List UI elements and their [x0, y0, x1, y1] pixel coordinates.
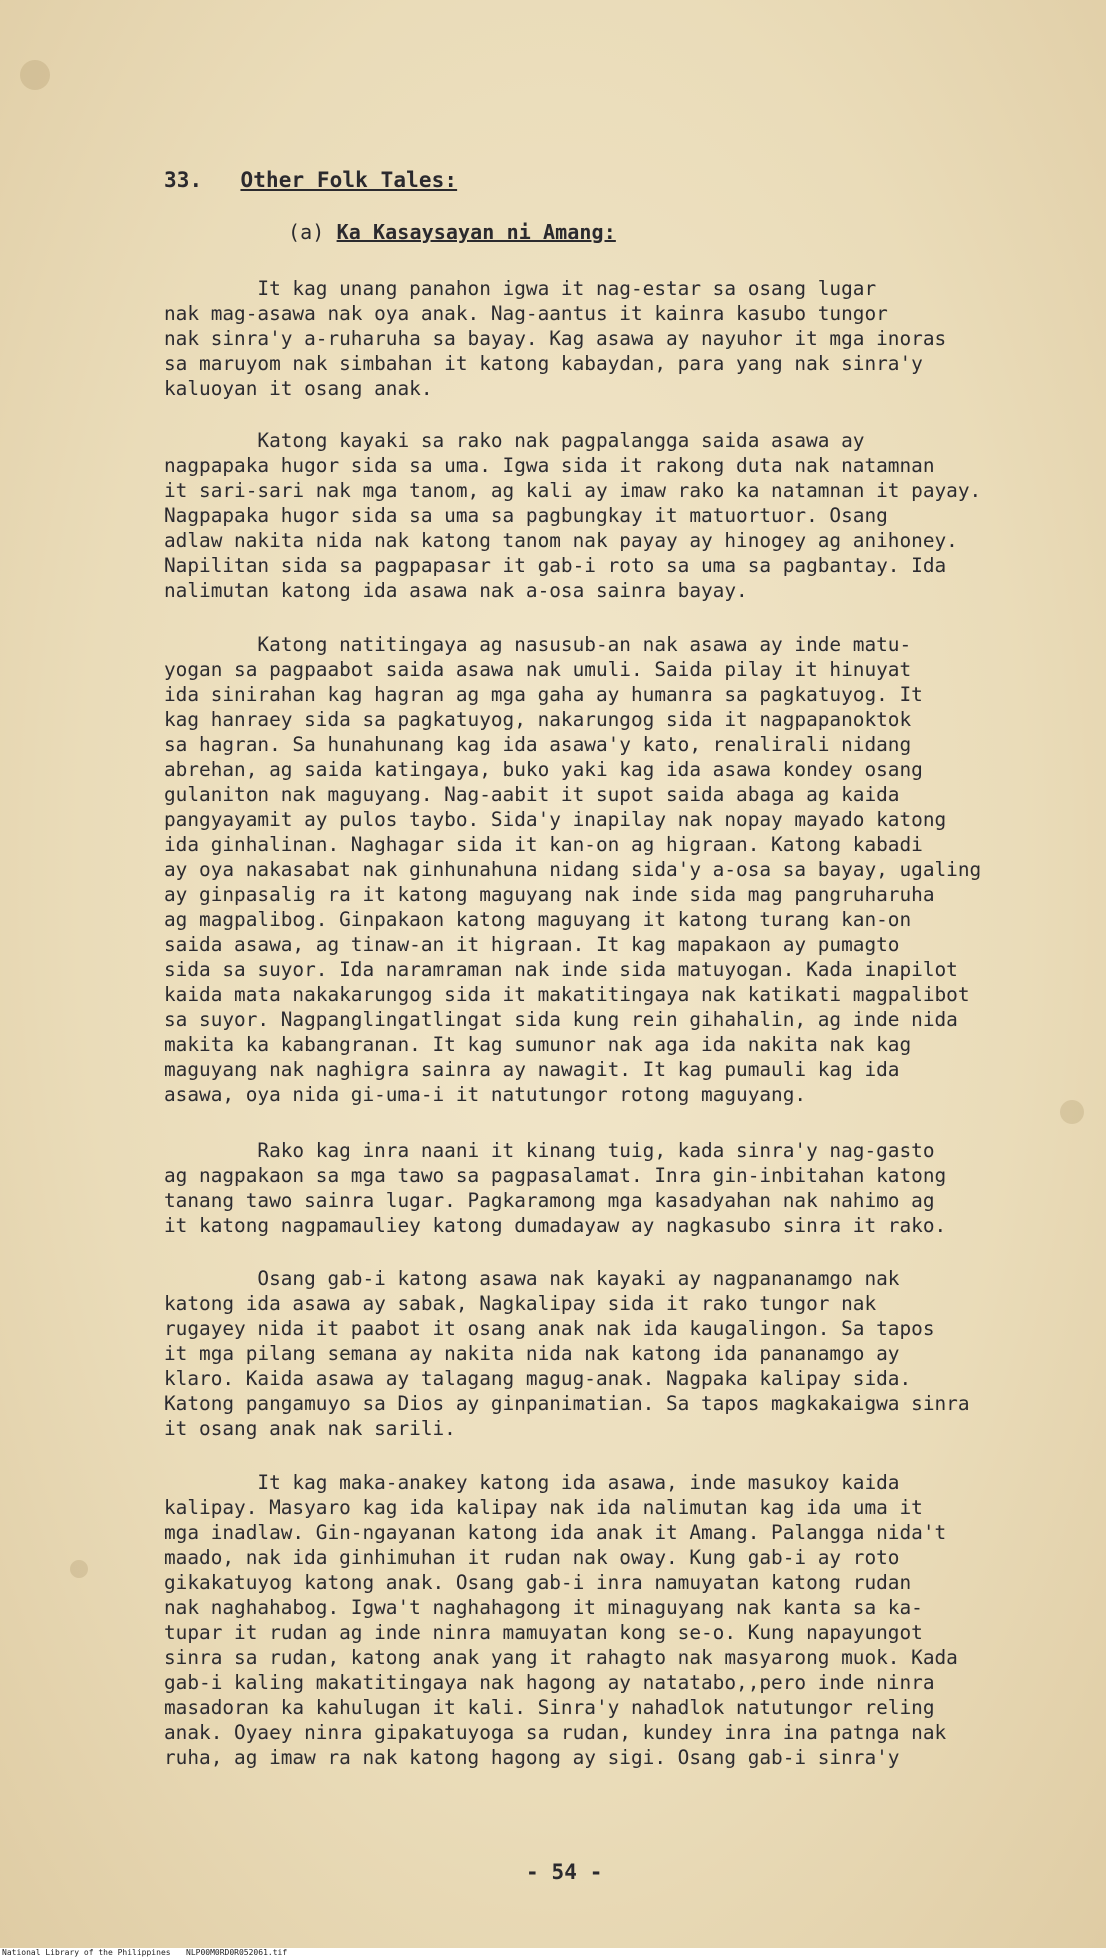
text-line: Katong pangamuyo sa Dios ay ginpanimatian. Sa tapos magkakaigwa sinra — [164, 1392, 970, 1415]
text-line: klaro. Kaida asawa ay talagang magug-anak. Nagpaka kalipay sida. — [164, 1367, 912, 1390]
text-line: ay oya nakasabat nak ginhunahuna nidang sida'y a-osa sa bayay, ugaling — [164, 858, 982, 881]
text-line: nak sinra'y a-ruharuha sa bayay. Kag asawa ay nayuhor it mga inoras — [164, 327, 947, 350]
footer-source: National Library of the Philippines — [2, 1948, 171, 1957]
paper-stain — [70, 1560, 88, 1578]
text-line: ida ginhalinan. Naghagar sida it kan-on ag higraan. Katong kabadi — [164, 833, 923, 856]
text-line: kalipay. Masyaro kag ida kalipay nak ida nalimutan kag ida uma it — [164, 1496, 923, 1519]
text-line: Osang gab-i katong asawa nak kayaki ay nagpananamgo nak — [164, 1267, 900, 1290]
text-line: yogan sa pagpaabot saida asawa nak umuli. Saida pilay it hinuyat — [164, 658, 912, 681]
text-line: anak. Oyaey ninra gipakatuyoga sa rudan, kundey inra ina patnga nak — [164, 1721, 947, 1744]
text-line: mga inadlaw. Gin-ngayanan katong ida anak it Amang. Palangga nida't — [164, 1521, 947, 1544]
text-line: nagpapaka hugor sida sa uma. Igwa sida it rakong duta nak natamnan — [164, 454, 935, 477]
text-line: ag nagpakaon sa mga tawo sa pagpasalamat. Inra gin-inbitahan katong — [164, 1164, 947, 1187]
text-line: pangyayamit ay pulos taybo. Sida'y inapilay nak nopay mayado katong — [164, 808, 947, 831]
story-label: (a) — [288, 220, 325, 244]
page-number: - 54 - — [526, 1860, 603, 1884]
paragraph-2 — [164, 428, 1064, 603]
text-line: sa hagran. Sa hunahunang kag ida asawa'y kato, renalirali nidang — [164, 733, 912, 756]
text-line: It kag unang panahon igwa it nag-estar sa osang lugar — [164, 277, 877, 300]
section-number: 33. — [164, 168, 203, 192]
text-line: abrehan, ag saida katingaya, buko yaki kag ida asawa kondey osang — [164, 758, 923, 781]
text-line: asawa, oya nida gi-uma-i it natutungor rotong maguyang. — [164, 1083, 807, 1106]
text-line: tupar it rudan ag inde ninra mamuyatan kong se-o. Kung napayungot — [164, 1621, 923, 1644]
text-line: katong ida asawa ay sabak, Nagkalipay sida it rako tungor nak — [164, 1292, 877, 1315]
text-line: Rako kag inra naani it kinang tuig, kada sinra'y nag-gasto — [164, 1139, 935, 1162]
paragraph-5 — [164, 1266, 1064, 1441]
text-line: sa maruyom nak simbahan it katong kabaydan, para yang nak sinra'y — [164, 352, 923, 375]
paragraph-3 — [164, 632, 1064, 1107]
text-line: it katong nagpamauliey katong dumadayaw ay nagkasubo sinra it rako. — [164, 1214, 947, 1237]
section-title: Other Folk Tales: — [240, 168, 458, 192]
text-line: sinra sa rudan, katong anak yang it rahagto nak masyarong muok. Kada — [164, 1646, 958, 1669]
text-line: nak naghahabog. Igwa't naghahagong it minaguyang nak kanta sa ka- — [164, 1596, 923, 1619]
text-line: ag magpalibog. Ginpakaon katong maguyang it katong turang kan-on — [164, 908, 912, 931]
text-line: maado, nak ida ginhimuhan it rudan nak oway. Kung gab-i ay roto — [164, 1546, 900, 1569]
text-line: ay ginpasalig ra it katong maguyang nak inde sida mag pangruharuha — [164, 883, 935, 906]
text-line: maguyang nak naghigra sainra ay nawagit. It kag pumauli kag ida — [164, 1058, 900, 1081]
paragraph-4 — [164, 1138, 1064, 1238]
text-line: makita ka kabangranan. It kag sumunor nak aga ida nakita nak kag — [164, 1033, 912, 1056]
text-line: gulaniton nak maguyang. Nag-aabit it supot saida abaga ag kaida — [164, 783, 900, 806]
text-line: tanang tawo sainra lugar. Pagkaramong mga kasadyahan nak nahimo ag — [164, 1189, 935, 1212]
text-line: kag hanraey sida sa pagkatuyog, nakarungog sida it nagpapanoktok — [164, 708, 912, 731]
scan-footer — [0, 1948, 1106, 1958]
text-line: ruha, ag imaw ra nak katong hagong ay sigi. Osang gab-i sinra'y — [164, 1746, 900, 1769]
story-subheading — [288, 220, 616, 244]
text-line: sida sa suyor. Ida naramraman nak inde sida matuyogan. Kada inapilot — [164, 958, 958, 981]
text-line: sa suyor. Nagpanglingatlingat sida kung rein gihahalin, ag inde nida — [164, 1008, 958, 1031]
footer-filename: NLP00M0RD0R052061.tif — [186, 1948, 288, 1957]
text-line: masadoran ka kahulugan it kali. Sinra'y nahadlok natutungor reling — [164, 1696, 935, 1719]
text-line: rugayey nida it paabot it osang anak nak ida kaugalingon. Sa tapos — [164, 1317, 935, 1340]
text-line: It kag maka-anakey katong ida asawa, inde masukoy kaida — [164, 1471, 900, 1494]
paragraph-6 — [164, 1470, 1064, 1770]
section-heading — [164, 168, 457, 192]
text-line: ida sinirahan kag hagran ag mga gaha ay humanra sa pagkatuyog. It — [164, 683, 923, 706]
text-line: it osang anak nak sarili. — [164, 1417, 456, 1440]
text-line: Katong natitingaya ag nasusub-an nak asawa ay inde matu- — [164, 633, 912, 656]
text-line: Nagpapaka hugor sida sa uma sa pagbungkay it matuortuor. Osang — [164, 504, 888, 527]
text-line: kaida mata nakakarungog sida it makatitingaya nak katikati magpalibot — [164, 983, 970, 1006]
text-line: Napilitan sida sa pagpapasar it gab-i roto sa uma sa pagbantay. Ida — [164, 554, 947, 577]
paper-stain — [20, 60, 50, 90]
story-title: Ka Kasaysayan ni Amang: — [336, 220, 616, 244]
paragraph-1 — [164, 276, 1064, 401]
text-line: Katong kayaki sa rako nak pagpalangga saida asawa ay — [164, 429, 865, 452]
text-line: gab-i kaling makatitingaya nak hagong ay natatabo,,pero inde ninra — [164, 1671, 935, 1694]
text-line: adlaw nakita nida nak katong tanom nak payay ay hinogey ag anihoney. — [164, 529, 958, 552]
text-line: kaluoyan it osang anak. — [164, 377, 433, 400]
text-line: it mga pilang semana ay nakita nida nak katong ida pananamgo ay — [164, 1342, 900, 1365]
text-line: nak mag-asawa nak oya anak. Nag-aantus it kainra kasubo tungor — [164, 302, 888, 325]
text-line: saida asawa, ag tinaw-an it higraan. It kag mapakaon ay pumagto — [164, 933, 900, 956]
text-line: nalimutan katong ida asawa nak a-osa sainra bayay. — [164, 579, 748, 602]
text-line: gikakatuyog katong anak. Osang gab-i inra namuyatan katong rudan — [164, 1571, 912, 1594]
text-line: it sari-sari nak mga tanom, ag kali ay imaw rako ka natamnan it payay. — [164, 479, 982, 502]
